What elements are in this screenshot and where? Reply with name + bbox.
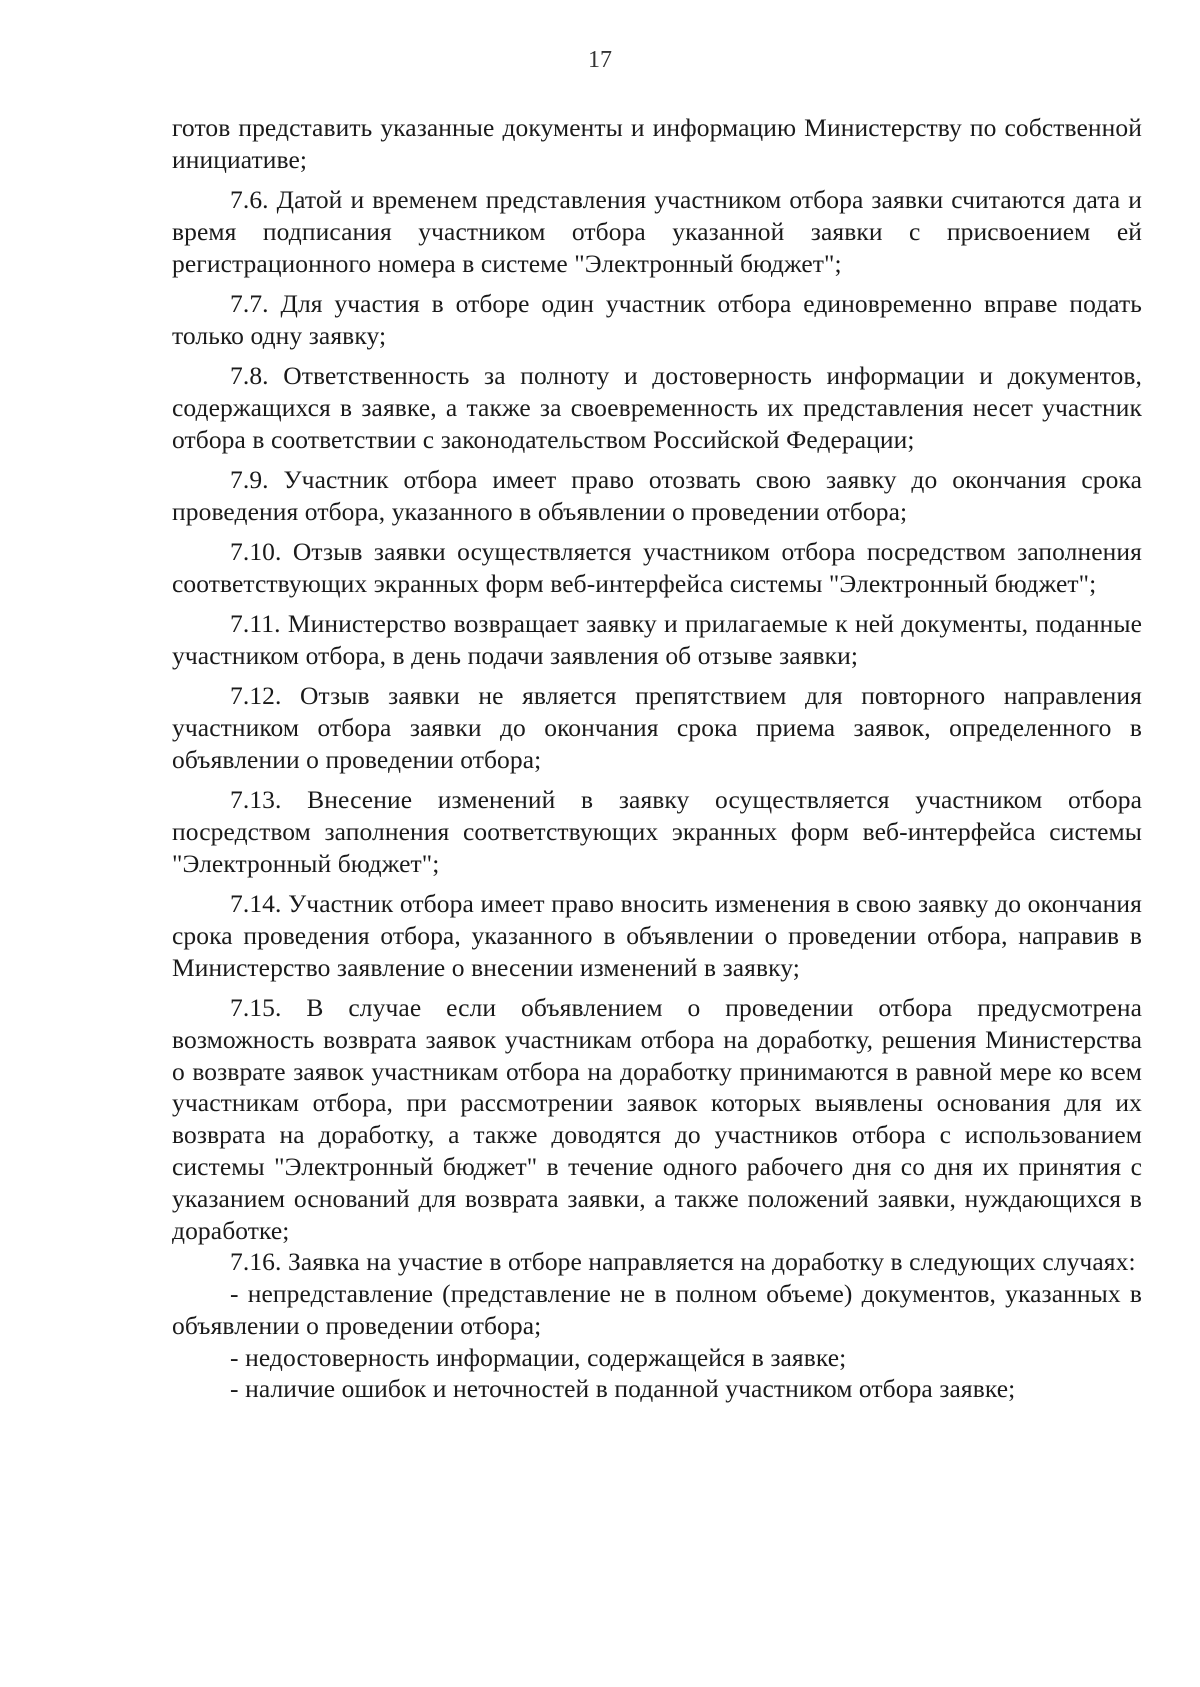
paragraph-7-14: 7.14. Участник отбора имеет право вносить изменения в свою заявку до окончания срока проведения отбора, указанного в объявлении о проведении отбора, направив в Министерство заявление о внесении изменений в заявку; [172, 889, 1142, 982]
list-item-missing-documents: - непредставление (представление не в полном объеме) документов, указанных в объявлении о проведении отбора; [172, 1279, 1142, 1340]
paragraph-7-10: 7.10. Отзыв заявки осуществляется участником отбора посредством заполнения соответствующих экранных форм веб-интерфейса системы "Электронный бюджет"; [172, 537, 1142, 598]
page-number: 17 [588, 47, 612, 73]
paragraph-7-7: 7.7. Для участия в отборе один участник отбора единовременно вправе подать только одну заявку; [172, 288, 1142, 350]
paragraph-7-12: 7.12. Отзыв заявки не является препятствием для повторного направления участником отбора заявки до окончания срока приема заявок, определенного в объявлении о проведении отбора; [172, 681, 1142, 774]
document-body [172, 112, 1142, 1405]
list-item-unreliable-information: - недостоверность информации, содержащейся в заявке; [230, 1342, 847, 1372]
paragraph-7-15: 7.15. В случае если объявлением о проведении отбора предусмотрена возможность возврата заявок участникам отбора на доработку, решения Министерства о возврате заявок участникам отбора на доработку принимаются в равной мере ко всем участникам отбора, при рассмотрении заявок которых выявлены основания для их возврата на доработку, а также доводятся до участников отбора с использованием системы "Электронный бюджет" в течение одного рабочего дня со дня их принятия с указанием оснований для возврата заявки, а также положений заявки, нуждающихся в доработке; [172, 992, 1142, 1245]
paragraph-7-11: 7.11. Министерство возвращает заявку и прилагаемые к ней документы, поданные участником отбора, в день подачи заявления об отзыве заявки; [172, 609, 1142, 670]
paragraph-continuation: готов представить указанные документы и информацию Министерству по собственной инициативе; [172, 113, 1142, 174]
list-item-errors-in-application: - наличие ошибок и неточностей в поданной участником отбора заявке; [230, 1374, 1016, 1404]
paragraph-7-16: 7.16. Заявка на участие в отборе направляется на доработку в следующих случаях: [230, 1247, 1136, 1277]
paragraph-7-13: 7.13. Внесение изменений в заявку осуществляется участником отбора посредством заполнения соответствующих экранных форм веб-интерфейса системы "Электронный бюджет"; [172, 785, 1142, 878]
paragraph-7-9: 7.9. Участник отбора имеет право отозвать свою заявку до окончания срока проведения отбора, указанного в объявлении о проведении отбора; [172, 464, 1142, 526]
paragraph-7-6: 7.6. Датой и временем представления участником отбора заявки считаются дата и время подписания участником отбора указанной заявки с присвоением ей регистрационного номера в системе "Электронный бюджет"; [172, 185, 1142, 278]
paragraph-7-8: 7.8. Ответственность за полноту и достоверность информации и документов, содержащихся в заявке, а также за своевременность их представления несет участник отбора в соответствии с законодательством Российской Федерации; [172, 361, 1142, 454]
